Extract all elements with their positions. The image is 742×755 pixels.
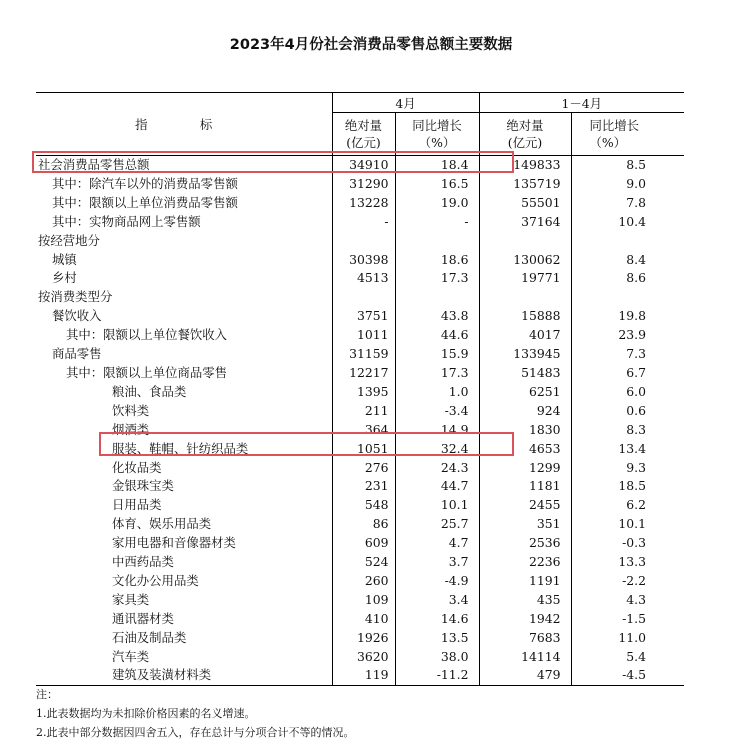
ytd-growth-cell: 23.9 xyxy=(618,327,646,343)
ytd-growth-cell: 5.4 xyxy=(626,648,646,664)
apr-growth-cell: 17.3 xyxy=(395,364,479,383)
apr-abs-cell: 12217 xyxy=(332,364,395,383)
table-row xyxy=(36,572,684,591)
spacer-cell xyxy=(656,345,684,364)
apr-abs-cell xyxy=(332,232,395,251)
row-label: 餐饮收入 xyxy=(36,307,332,326)
apr-abs-cell: 30398 xyxy=(332,251,395,270)
table-row xyxy=(36,251,684,270)
ytd-abs-cell: 51483 xyxy=(479,364,571,383)
apr-abs-cell: 260 xyxy=(332,572,395,591)
ytd-abs-cell: 19771 xyxy=(479,269,571,288)
ytd-abs-cell: 133945 xyxy=(479,345,571,364)
ytd-growth-cell: 10.4 xyxy=(618,213,646,229)
ytd-growth-cell: 10.1 xyxy=(618,516,646,532)
ytd-growth-cell: 13.4 xyxy=(618,440,646,456)
ytd-growth-cell: 13.3 xyxy=(618,554,646,570)
ytd-abs-header-line2: (亿元) xyxy=(507,135,543,150)
spacer-cell xyxy=(656,515,684,534)
ytd-growth-cell: 0.6 xyxy=(626,402,646,418)
spacer-cell xyxy=(656,156,684,175)
spacer-cell xyxy=(656,175,684,194)
notes-heading: 注： xyxy=(36,688,58,701)
period-jan-apr-header: 1－4月 xyxy=(479,93,684,113)
ytd-abs-cell: 130062 xyxy=(479,251,571,270)
row-label: 建筑及装潢材料类 xyxy=(36,666,332,685)
spacer-cell xyxy=(656,402,684,421)
apr-abs-cell: 410 xyxy=(332,610,395,629)
ytd-growth-cell: 9.3 xyxy=(626,459,646,475)
notes-line-1: 1.此表数据均为未扣除价格因素的名义增速。 xyxy=(36,707,256,720)
row-label: 饮料类 xyxy=(36,402,332,421)
spacer-cell xyxy=(656,440,684,459)
ytd-abs-cell: 15888 xyxy=(479,307,571,326)
ytd-growth-cell: 6.0 xyxy=(626,383,646,399)
spacer-cell xyxy=(656,269,684,288)
ytd-abs-cell xyxy=(479,232,571,251)
table-row xyxy=(36,553,684,572)
row-label: 粮油、食品类 xyxy=(36,383,332,402)
apr-growth-cell xyxy=(395,288,479,307)
spacer-cell xyxy=(656,629,684,648)
spacer-cell xyxy=(656,591,684,610)
apr-abs-cell: 13228 xyxy=(332,194,395,213)
apr-abs-header-line1: 绝对量 xyxy=(344,118,383,133)
row-label: 家具类 xyxy=(36,591,332,610)
ytd-growth-cell: 8.3 xyxy=(626,421,646,437)
row-label: 其中：限额以上单位消费品零售额 xyxy=(36,194,332,213)
apr-abs-cell: 524 xyxy=(332,553,395,572)
row-label: 烟酒类 xyxy=(36,421,332,440)
row-label: 金银珠宝类 xyxy=(36,477,332,496)
spacer-cell xyxy=(656,553,684,572)
row-label: 其中：除汽车以外的消费品零售额 xyxy=(36,175,332,194)
apr-growth-cell: 17.3 xyxy=(395,269,479,288)
row-label: 社会消费品零售总额 xyxy=(36,156,332,175)
apr-abs-cell: 231 xyxy=(332,477,395,496)
table-row xyxy=(36,629,684,648)
apr-abs-cell: 109 xyxy=(332,591,395,610)
apr-growth-cell: 10.1 xyxy=(395,496,479,515)
apr-abs-cell: 1051 xyxy=(332,440,395,459)
ytd-growth-cell: 9.0 xyxy=(626,175,646,191)
ytd-abs-cell xyxy=(479,288,571,307)
table-row xyxy=(36,194,684,213)
ytd-growth-cell: 19.8 xyxy=(618,308,646,324)
apr-growth-cell: 18.6 xyxy=(395,251,479,270)
apr-abs-cell: 276 xyxy=(332,459,395,478)
ytd-abs-cell: 1191 xyxy=(479,572,571,591)
table-row xyxy=(36,648,684,667)
apr-growth-cell: 3.4 xyxy=(395,591,479,610)
apr-abs-cell: 1926 xyxy=(332,629,395,648)
apr-abs-cell: 1395 xyxy=(332,383,395,402)
ytd-abs-cell: 7683 xyxy=(479,629,571,648)
ytd-growth-cell: -2.2 xyxy=(622,572,646,588)
apr-growth-cell: 19.0 xyxy=(395,194,479,213)
row-label: 汽车类 xyxy=(36,648,332,667)
table-row xyxy=(36,213,684,232)
ytd-growth-cell: -4.5 xyxy=(571,666,656,685)
row-label: 化妆品类 xyxy=(36,459,332,478)
spacer-cell xyxy=(656,477,684,496)
apr-growth-cell: 13.5 xyxy=(395,629,479,648)
table-row xyxy=(36,326,684,345)
ytd-abs-cell: 2455 xyxy=(479,496,571,515)
spacer-cell xyxy=(656,459,684,478)
apr-growth-cell: 24.3 xyxy=(395,459,479,478)
spacer-cell xyxy=(656,232,684,251)
ytd-growth-cell xyxy=(571,232,656,251)
apr-growth-header-line2: （%） xyxy=(418,135,456,150)
ytd-growth-cell xyxy=(571,288,656,307)
row-label: 其中：限额以上单位商品零售 xyxy=(36,364,332,383)
notes-line-2: 2.此表中部分数据因四舍五入，存在总计与分项合计不等的情况。 xyxy=(36,726,355,739)
apr-abs-cell: - xyxy=(332,213,395,232)
ytd-abs-cell: 4653 xyxy=(479,440,571,459)
retail-sales-table xyxy=(36,92,684,686)
apr-abs-cell: 3620 xyxy=(332,648,395,667)
table-row xyxy=(36,364,684,383)
table-row xyxy=(36,269,684,288)
ytd-abs-cell: 37164 xyxy=(479,213,571,232)
spacer-cell xyxy=(656,364,684,383)
indicator-header: 指 标 xyxy=(36,93,332,156)
apr-abs-cell: 31290 xyxy=(332,175,395,194)
apr-growth-cell: 14.9 xyxy=(395,421,479,440)
apr-growth-cell xyxy=(395,232,479,251)
row-label: 其中：限额以上单位餐饮收入 xyxy=(36,326,332,345)
apr-abs-cell: 4513 xyxy=(332,269,395,288)
ytd-abs-cell: 1830 xyxy=(479,421,571,440)
ytd-abs-cell: 435 xyxy=(479,591,571,610)
ytd-growth-header-line2: （%） xyxy=(589,135,627,150)
table-row xyxy=(36,175,684,194)
apr-growth-cell: - xyxy=(395,213,479,232)
apr-growth-cell: 44.7 xyxy=(395,477,479,496)
ytd-abs-cell: 55501 xyxy=(479,194,571,213)
apr-growth-cell: -4.9 xyxy=(395,572,479,591)
table-row xyxy=(36,534,684,553)
ytd-growth-cell: 8.6 xyxy=(626,270,646,286)
row-label: 文化办公用品类 xyxy=(36,572,332,591)
spacer-cell xyxy=(656,610,684,629)
apr-growth-cell: 15.9 xyxy=(395,345,479,364)
apr-growth-cell: -11.2 xyxy=(395,666,479,685)
spacer-cell xyxy=(656,213,684,232)
apr-abs-header xyxy=(332,113,395,156)
ytd-abs-cell: 6251 xyxy=(479,383,571,402)
row-label: 日用品类 xyxy=(36,496,332,515)
row-label: 商品零售 xyxy=(36,345,332,364)
apr-abs-cell: 86 xyxy=(332,515,395,534)
apr-abs-cell: 211 xyxy=(332,402,395,421)
ytd-abs-cell: 479 xyxy=(479,666,571,685)
ytd-abs-cell: 2236 xyxy=(479,553,571,572)
ytd-abs-cell: 351 xyxy=(479,515,571,534)
apr-abs-cell: 34910 xyxy=(332,156,395,175)
ytd-abs-header-line1: 绝对量 xyxy=(506,118,544,133)
table-row xyxy=(36,666,684,685)
spacer-cell xyxy=(656,496,684,515)
ytd-abs-cell: 1942 xyxy=(479,610,571,629)
ytd-abs-cell: 924 xyxy=(479,402,571,421)
row-label: 按消费类型分 xyxy=(36,288,332,307)
apr-abs-cell: 3751 xyxy=(332,307,395,326)
page-title: 2023年4月份社会消费品零售总额主要数据 xyxy=(229,37,513,53)
apr-abs-cell xyxy=(332,288,395,307)
table-row xyxy=(36,232,684,251)
ytd-abs-cell: 2536 xyxy=(479,534,571,553)
apr-growth-header xyxy=(395,113,479,156)
ytd-growth-cell: 7.8 xyxy=(626,194,646,210)
table-row xyxy=(36,610,684,629)
spacer-cell xyxy=(656,288,684,307)
table-row xyxy=(36,421,684,440)
ytd-growth-header xyxy=(571,113,684,156)
ytd-abs-cell: 4017 xyxy=(479,326,571,345)
table-row xyxy=(36,345,684,364)
apr-growth-cell: 32.4 xyxy=(395,440,479,459)
ytd-growth-cell: 18.5 xyxy=(618,478,646,494)
table-row xyxy=(36,591,684,610)
spacer-cell xyxy=(656,572,684,591)
ytd-growth-cell: 6.7 xyxy=(626,364,646,380)
apr-abs-header-line2: (亿元) xyxy=(346,135,381,150)
apr-abs-cell: 1011 xyxy=(332,326,395,345)
row-label: 体育、娱乐用品类 xyxy=(36,515,332,534)
ytd-abs-cell: 1181 xyxy=(479,477,571,496)
spacer-cell xyxy=(656,251,684,270)
table-row xyxy=(36,288,684,307)
apr-abs-cell: 364 xyxy=(332,421,395,440)
apr-growth-cell: 14.6 xyxy=(395,610,479,629)
apr-growth-cell: 44.6 xyxy=(395,326,479,345)
ytd-abs-cell: 135719 xyxy=(479,175,571,194)
apr-growth-cell: 38.0 xyxy=(395,648,479,667)
spacer-cell xyxy=(656,194,684,213)
row-label: 城镇 xyxy=(36,251,332,270)
spacer-cell xyxy=(656,383,684,402)
apr-growth-cell: 25.7 xyxy=(395,515,479,534)
apr-growth-cell: -3.4 xyxy=(395,402,479,421)
row-label: 通讯器材类 xyxy=(36,610,332,629)
row-label: 家用电器和音像器材类 xyxy=(36,534,332,553)
spacer-cell xyxy=(656,648,684,667)
table-row xyxy=(36,402,684,421)
row-label: 服装、鞋帽、针纺织品类 xyxy=(36,440,332,459)
ytd-growth-cell: 4.3 xyxy=(626,591,646,607)
period-april-header: 4月 xyxy=(332,93,479,113)
table-row xyxy=(36,477,684,496)
table-row xyxy=(36,307,684,326)
row-label: 其中：实物商品网上零售额 xyxy=(36,213,332,232)
ytd-abs-header xyxy=(479,113,571,156)
ytd-growth-cell: 8.4 xyxy=(626,251,646,267)
table-row xyxy=(36,515,684,534)
table-row xyxy=(36,496,684,515)
ytd-growth-cell: 6.2 xyxy=(626,497,646,513)
apr-growth-cell: 3.7 xyxy=(395,553,479,572)
ytd-growth-cell: 11.0 xyxy=(618,629,646,645)
ytd-abs-cell: 1299 xyxy=(479,459,571,478)
apr-growth-header-line1: 同比增长 xyxy=(412,118,462,133)
table-row xyxy=(36,383,684,402)
spacer-cell xyxy=(656,421,684,440)
row-label: 中西药品类 xyxy=(36,553,332,572)
apr-growth-cell: 18.4 xyxy=(395,156,479,175)
ytd-growth-cell: -1.5 xyxy=(622,610,646,626)
apr-abs-cell: 548 xyxy=(332,496,395,515)
row-label: 乡村 xyxy=(36,269,332,288)
ytd-growth-cell: 7.3 xyxy=(626,346,646,362)
apr-growth-cell: 16.5 xyxy=(395,175,479,194)
spacer-cell xyxy=(656,666,684,685)
ytd-abs-cell: 149833 xyxy=(479,156,571,175)
apr-abs-cell: 609 xyxy=(332,534,395,553)
table-row xyxy=(36,459,684,478)
apr-growth-cell: 43.8 xyxy=(395,307,479,326)
row-label: 按经营地分 xyxy=(36,232,332,251)
apr-growth-cell: 4.7 xyxy=(395,534,479,553)
row-label: 石油及制品类 xyxy=(36,629,332,648)
apr-abs-cell: 31159 xyxy=(332,345,395,364)
ytd-growth-cell: -0.3 xyxy=(622,535,646,551)
ytd-abs-cell: 14114 xyxy=(479,648,571,667)
apr-growth-cell: 1.0 xyxy=(395,383,479,402)
spacer-cell xyxy=(656,326,684,345)
apr-abs-cell: 119 xyxy=(332,666,395,685)
table-row xyxy=(36,156,684,175)
ytd-growth-cell: 8.5 xyxy=(626,157,646,172)
notes xyxy=(36,685,355,742)
table-row xyxy=(36,440,684,459)
spacer-cell xyxy=(656,307,684,326)
spacer-cell xyxy=(656,534,684,553)
ytd-growth-header-line1: 同比增长 xyxy=(589,118,640,133)
